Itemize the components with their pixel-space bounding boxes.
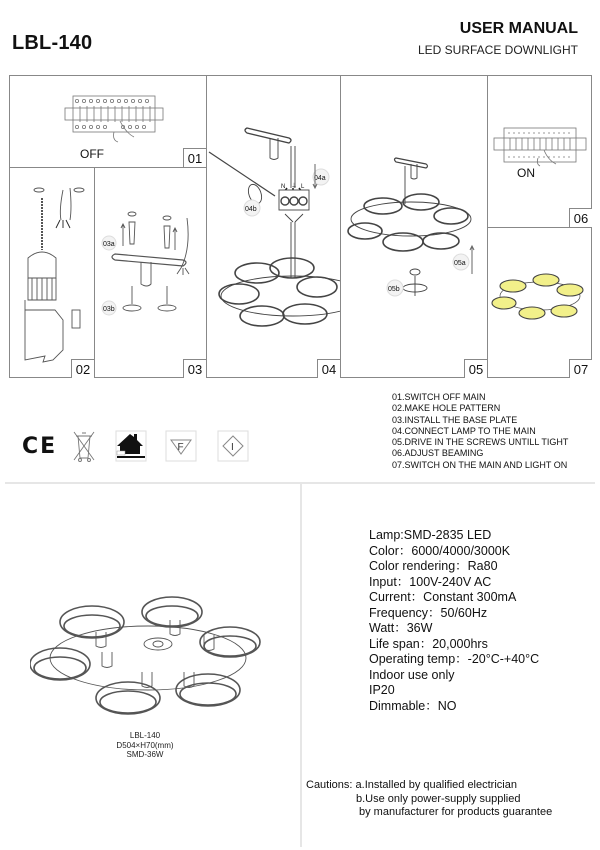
step-number-06: 06 bbox=[569, 208, 592, 227]
model-number: LBL-140 bbox=[12, 32, 93, 54]
installation-steps-list bbox=[392, 392, 568, 471]
spec-current: Current：Constant 300mA bbox=[369, 590, 517, 604]
lamp-lit-illustration bbox=[488, 228, 592, 378]
step-number-01: 01 bbox=[183, 148, 206, 167]
panel-01 bbox=[10, 76, 206, 167]
svg-text:03a: 03a bbox=[103, 241, 115, 248]
spec-input: Input：100V-240V AC bbox=[369, 574, 492, 589]
cautions bbox=[306, 779, 552, 820]
product-caption bbox=[100, 731, 190, 760]
class-i-icon bbox=[217, 430, 249, 462]
manual-title: USER MANUAL bbox=[459, 20, 578, 37]
weee-bin-icon bbox=[72, 430, 96, 464]
drill-illustration bbox=[10, 168, 94, 378]
cautions-label: Cautions: bbox=[306, 779, 356, 791]
spec-dimmable: Dimmable：NO bbox=[369, 698, 457, 713]
caption-model: LBL-140 bbox=[129, 731, 161, 740]
panel-07 bbox=[488, 228, 592, 378]
panel-03 bbox=[95, 168, 206, 378]
svg-text:I: I bbox=[231, 442, 234, 453]
step-number-02: 02 bbox=[71, 359, 94, 378]
panel-05 bbox=[341, 76, 487, 378]
svg-text:L: L bbox=[301, 184, 305, 190]
section-divider bbox=[300, 482, 302, 847]
svg-text:N: N bbox=[281, 184, 286, 190]
f-mark-icon bbox=[165, 430, 197, 462]
panel-06 bbox=[488, 76, 592, 227]
breaker-off-illustration bbox=[10, 76, 206, 167]
step-text: 07.SWITCH ON THE MAIN AND LIGHT ON bbox=[392, 459, 568, 470]
svg-text:⏚: ⏚ bbox=[291, 184, 298, 190]
manual-subtitle: LED SURFACE DOWNLIGHT bbox=[417, 43, 578, 57]
step-text: 04.CONNECT LAMP TO THE MAIN bbox=[392, 425, 536, 436]
step-number-03: 03 bbox=[183, 359, 206, 378]
caution-a: a.Installed by qualified electrician bbox=[355, 779, 517, 791]
ce-mark-icon: CE bbox=[22, 434, 58, 459]
spec-watt: Watt：36W bbox=[369, 621, 433, 635]
breaker-on-illustration bbox=[488, 76, 592, 227]
fix-lamp-illustration bbox=[341, 76, 487, 378]
svg-text:OFF: OFF bbox=[80, 147, 104, 161]
connect-lamp-illustration bbox=[207, 76, 340, 378]
spec-life-span: Life span：20,000hrs bbox=[369, 636, 488, 651]
step-text: 06.ADJUST BEAMING bbox=[392, 448, 484, 459]
panel-02 bbox=[10, 168, 94, 378]
spec-color-rendering: Color rendering：Ra80 bbox=[369, 559, 498, 573]
product-illustration bbox=[30, 580, 270, 730]
caution-b: b.Use only power-supply supplied bbox=[356, 792, 521, 805]
svg-text:ON: ON bbox=[517, 166, 535, 180]
caution-b-cont: by manufacturer for products guarantee bbox=[359, 806, 553, 818]
caption-dimensions: D504×H70(mm) bbox=[116, 740, 174, 750]
svg-text:05a: 05a bbox=[454, 260, 466, 267]
spec-operating-temp: Operating temp：-20°C-+40°C bbox=[369, 652, 540, 666]
installation-steps-grid bbox=[9, 75, 592, 378]
spec-lamp: Lamp:SMD-2835 LED bbox=[369, 528, 492, 542]
caption-power: SMD-36W bbox=[126, 750, 164, 759]
spec-indoor: Indoor use only bbox=[369, 667, 455, 682]
svg-text:03b: 03b bbox=[103, 306, 115, 313]
panel-04 bbox=[207, 76, 340, 378]
step-text: 03.INSTALL THE BASE PLATE bbox=[392, 414, 518, 425]
step-number-07: 07 bbox=[569, 359, 592, 378]
svg-text:05b: 05b bbox=[388, 286, 400, 293]
base-plate-illustration bbox=[95, 168, 206, 378]
spec-frequency: Frequency：50/60Hz bbox=[369, 605, 488, 620]
svg-text:04a: 04a bbox=[314, 175, 326, 182]
step-number-04: 04 bbox=[317, 359, 340, 378]
svg-text:F: F bbox=[177, 442, 184, 453]
step-number-05: 05 bbox=[464, 359, 487, 378]
svg-text:04b: 04b bbox=[245, 206, 257, 213]
specifications-list bbox=[369, 528, 539, 714]
step-text: 02.MAKE HOLE PATTERN bbox=[392, 403, 501, 414]
step-text: 01.SWITCH OFF MAIN bbox=[392, 392, 486, 402]
spec-color: Color：6000/4000/3000K bbox=[369, 543, 511, 558]
spec-ip-rating: IP20 bbox=[369, 683, 395, 697]
indoor-house-icon bbox=[115, 430, 147, 462]
step-text: 05.DRIVE IN THE SCREWS UNTILL TIGHT bbox=[392, 437, 569, 448]
